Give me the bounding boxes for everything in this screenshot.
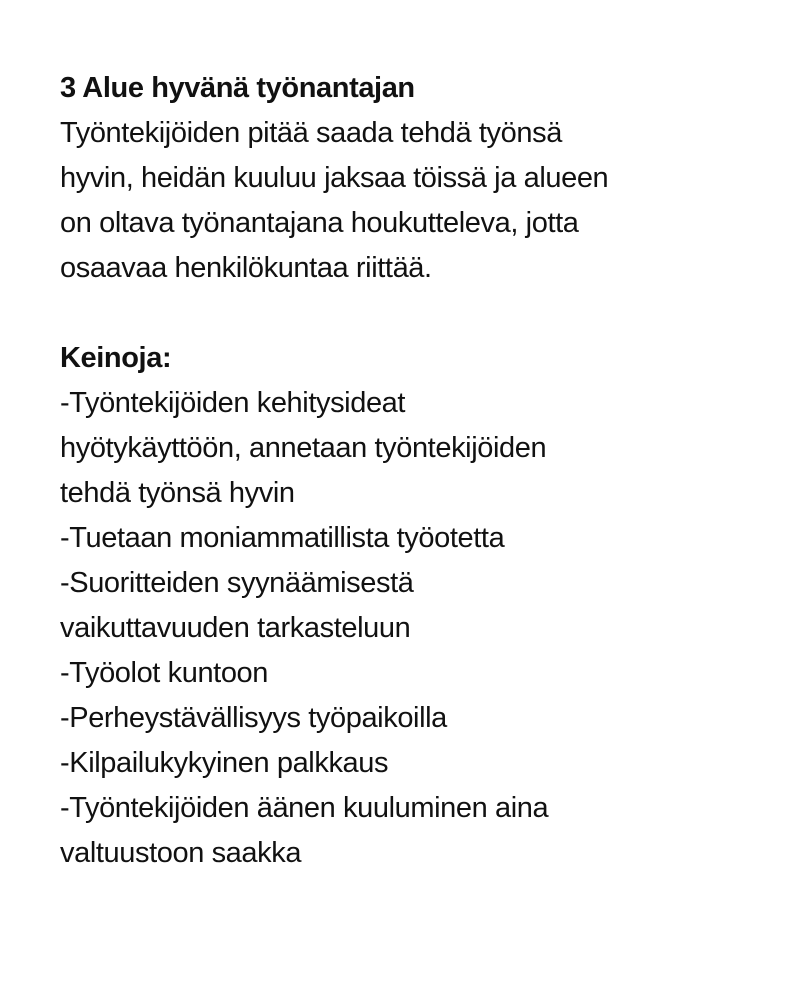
section-title: 3 Alue hyvänä työnantajan bbox=[60, 72, 415, 104]
document-body bbox=[60, 66, 780, 876]
means-line: -Työolot kuntoon bbox=[60, 657, 269, 689]
paragraph-line: on oltava työnantajana houkutteleva, jotta bbox=[60, 207, 579, 239]
means-line: -Kilpailukykyinen palkkaus bbox=[60, 747, 389, 779]
means-line: -Tuetaan moniammatillista työotetta bbox=[60, 522, 505, 554]
means-line: -Työntekijöiden äänen kuuluminen aina bbox=[60, 792, 549, 824]
means-line: tehdä työnsä hyvin bbox=[60, 477, 295, 509]
means-line: -Työntekijöiden kehitysideat bbox=[60, 387, 406, 419]
paragraph-line: Työntekijöiden pitää saada tehdä työnsä bbox=[60, 117, 562, 149]
means-line: -Perheystävällisyys työpaikoilla bbox=[60, 702, 447, 734]
means-line: hyötykäyttöön, annetaan työntekijöiden bbox=[60, 432, 547, 464]
means-line: -Suoritteiden syynäämisestä bbox=[60, 567, 414, 599]
means-line: vaikuttavuuden tarkasteluun bbox=[60, 612, 411, 644]
paragraph-line: osaavaa henkilökuntaa riittää. bbox=[60, 252, 432, 284]
means-heading: Keinoja: bbox=[60, 342, 172, 374]
spacer bbox=[60, 291, 780, 336]
paragraph-line: hyvin, heidän kuuluu jaksaa töissä ja alueen bbox=[60, 162, 609, 194]
means-line: valtuustoon saakka bbox=[60, 837, 302, 869]
